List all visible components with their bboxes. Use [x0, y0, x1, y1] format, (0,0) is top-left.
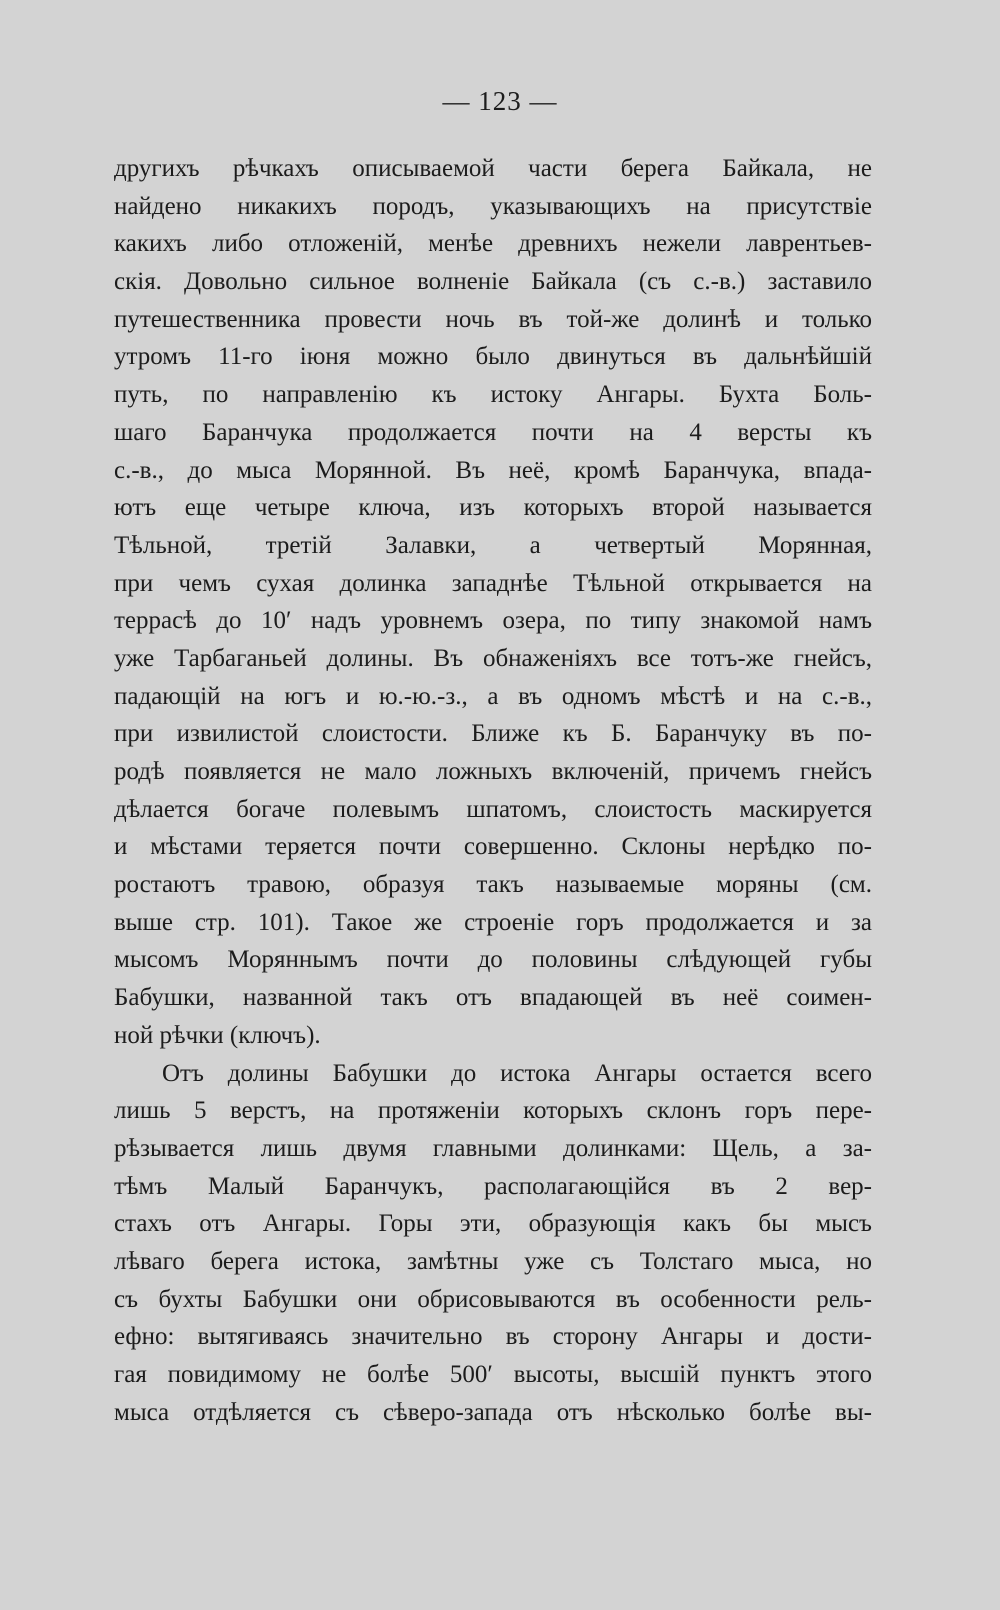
text-line: мысомъ Моряннымъ почти до половины слѣдующей губы [114, 946, 872, 974]
text-line: путешественника провести ночь въ той-же долинѣ и только [114, 305, 872, 333]
text-line: при извилистой слоистости. Ближе къ Б. Баранчуку въ по- [114, 720, 872, 748]
text-line: съ бухты Бабушки они обрисовываются въ особенности рель- [114, 1285, 872, 1313]
text-line: при чемъ сухая долинка западнѣе Тѣльной открывается на [114, 569, 872, 597]
text-line: лѣваго берега истока, замѣтны уже съ Толстаго мыса, но [114, 1247, 872, 1275]
text-line: родѣ появляется не мало ложныхъ включеній, причемъ гнейсъ [114, 758, 872, 785]
text-line: лишь 5 верстъ, на протяженіи которыхъ склонъ горъ пере- [114, 1097, 872, 1125]
page-number: — 123 — [442, 86, 558, 116]
text-line: стахъ отъ Ангары. Горы эти, образующія какъ бы мысъ [114, 1210, 872, 1238]
paragraph [114, 150, 872, 1055]
text-line: мыса отдѣляется съ сѣверо-запада отъ нѣсколько болѣе вы- [114, 1398, 872, 1426]
text-line: путь, по направленію къ истоку Ангары. Бухта Боль- [114, 381, 872, 409]
text-line: гая повидимому не болѣе 500′ высоты, высшій пунктъ этого [114, 1361, 872, 1388]
text-line: с.-в., до мыса Морянной. Въ неё, кромѣ Баранчука, впада- [114, 456, 872, 484]
text-line: террасѣ до 10′ надъ уровнемъ озера, по типу знакомой намъ [114, 607, 872, 635]
text-line: ефно: вытягиваясь значительно въ сторону Ангары и дости- [114, 1323, 872, 1351]
text-line: найдено никакихъ породъ, указывающихъ на присутствіе [114, 192, 872, 220]
text-line: скія. Довольно сильное волненіе Байкала (съ с.-в.) заставило [114, 268, 872, 296]
paragraph [114, 1055, 872, 1432]
text-line: и мѣстами теряется почти совершенно. Склоны нерѣдко по- [114, 833, 872, 861]
text-line: Бабушки, названной такъ отъ впадающей въ неё соимен- [114, 984, 872, 1012]
text-line: Тѣльной, третій Залавки, а четвертый Морянная, [114, 531, 872, 559]
text-line: уже Тарбаганьей долины. Въ обнаженіяхъ все тотъ-же гнейсъ, [114, 644, 872, 672]
text-line: падающій на югъ и ю.-ю.-з., а въ одномъ мѣстѣ и на с.-в., [114, 682, 872, 710]
text-line: рѣзывается лишь двумя главными долинками: Щель, а за- [114, 1134, 872, 1162]
text-line: дѣлается богаче полевымъ шпатомъ, слоистость маскируется [114, 795, 872, 823]
text-line: шаго Баранчука продолжается почти на 4 версты къ [114, 418, 872, 446]
text-line: ной рѣчки (ключъ). [114, 1021, 321, 1049]
text-line: тѣмъ Малый Баранчукъ, располагающійся въ 2 вер- [114, 1172, 872, 1200]
text-line: выше стр. 101). Такое же строеніе горъ продолжается и за [114, 908, 872, 936]
text-line: какихъ либо отложеній, менѣе древнихъ нежели лаврентьев- [114, 230, 872, 258]
text-line: Отъ долины Бабушки до истока Ангары остается всего [162, 1059, 872, 1087]
body-text [114, 150, 872, 1431]
text-line: ростаютъ травою, образуя такъ называемые моряны (см. [114, 871, 872, 899]
text-line: ютъ еще четыре ключа, изъ которыхъ второй называется [114, 494, 872, 522]
text-line: утромъ 11-го іюня можно было двинуться въ дальнѣйшій [114, 343, 872, 371]
text-line: другихъ рѣчкахъ описываемой части берега Байкала, не [114, 155, 872, 182]
